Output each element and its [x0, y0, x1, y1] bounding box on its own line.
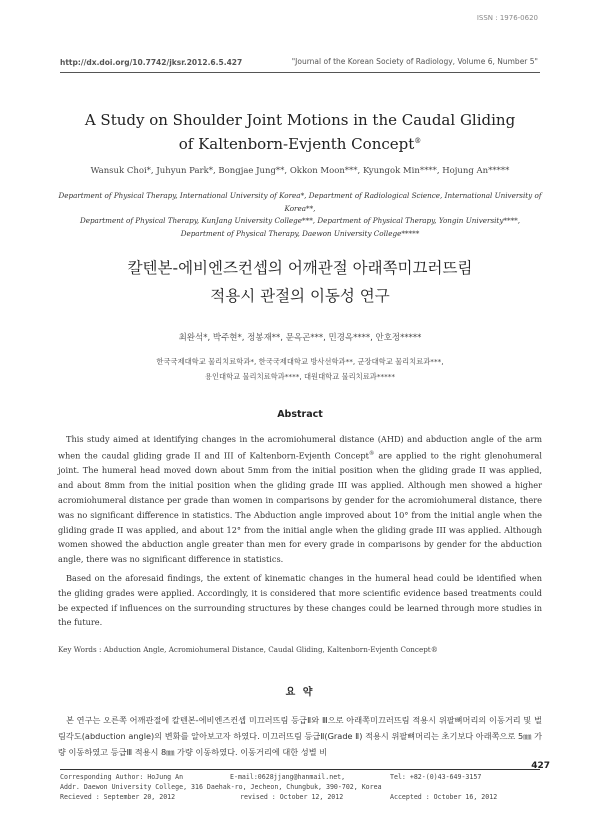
page-number: 427 [531, 761, 550, 771]
footer-divider [60, 769, 540, 770]
author-email[interactable]: E-mail:0628jjang@hanmail.net, [230, 773, 346, 781]
revised-date: revised : October 12, 2012 [240, 793, 344, 802]
journal-citation: "Journal of the Korean Society of Radiology, Volume 6, Number 5" [291, 57, 538, 66]
registered-mark: ® [414, 137, 422, 145]
header-divider [60, 72, 540, 73]
accepted-date: Accepted : October 16, 2012 [390, 793, 498, 802]
affiliation-line: Department of Physical Therapy, Daewon University College***** [180, 228, 420, 238]
abstract-paragraph-1: This study aimed at identifying changes in the acromiohumeral distance (AHD) and abduction angle of the arm when the caudal gliding grade II and III of Kaltenborn-Evjenth Concept® are applied to the right glenohumeral joint. The humeral head moved down about 5mm from the initial position when the gliding grade II was applied, and about 8mm from the initial position when the gliding grade III was applied. Although men showed a higher acromiohumeral distance per grade than women in comparisons by gender for the acromiohumeral distance, there was no significant difference in statistics. The Abduction angle improved about 10° from the initial angle when the gliding grade II was applied, and about 12° from the initial angle when the gliding grade III was applied. Although women showed the abduction angle greater than men for every grade in comparisons by gender for the abduction angle, there was no significant difference in statistics. [58, 434, 542, 565]
abstract-heading: Abstract [277, 409, 323, 420]
authors-ko: 최완석*, 박주현*, 정봉재**, 문옥곤***, 민경옥****, 안호정***** [178, 333, 422, 343]
title-line-1: A Study on Shoulder Joint Motions in the Caudal Gliding [84, 111, 516, 129]
author-address: Addr. Daewon University College, 316 Daehak-ro, Jecheon, Chungbuk, 390-702, Korea [60, 783, 382, 792]
affiliation-line: Department of Physical Therapy, International University of Korea*, Department of Radiological Science, International University of Korea**, [58, 191, 542, 213]
affiliations-en [52, 190, 548, 240]
korean-title-line-2: 적용시 관절의 이동성 연구 [210, 287, 390, 305]
doi-link[interactable]: http://dx.doi.org/10.7742/jksr.2012.6.5.427 [60, 58, 243, 67]
corresponding-author: Corresponding Author: HoJung An [60, 773, 184, 781]
footer-info [60, 772, 550, 803]
received-date: Recieved : September 20, 2012 [60, 793, 176, 802]
title-line-2: of Kaltenborn-Evjenth Concept® [178, 135, 422, 153]
korean-abstract-text: 본 연구는 오른쪽 어깨관절에 칼텐본-에비엔즈컨셉 미끄러뜨림 등급Ⅱ와 Ⅲ으로 아래쪽미끄러뜨림 적용시 위팔뼈머리의 이동거리 및 벌림각도(abduction angle)의 변화를 알아보고자 하였다. 미끄러뜨림 등급Ⅱ(Grade Ⅱ) 적용시 위팔뼈머리는 초기보다 아래쪽으로 5㎜ 가량 이동하였고 등급Ⅲ 적용시 8㎜ 가량 이동하였다. 이동거리에 대한 성별 비 [58, 715, 542, 758]
abstract-paragraph-2: Based on the aforesaid findings, the extent of kinematic changes in the humeral head could be identified when the gliding grades were applied. Accordingly, it is considered that more scientific evidence based treatments could be expected if influences on the surrounding structures by these changes could be learned through more studies in the future. [58, 573, 542, 628]
affiliation-line: Department of Physical Therapy, KunJang University College***, Department of Physical Therapy, Yongin University****, [79, 216, 521, 225]
issn: ISSN : 1976-0620 [476, 14, 538, 22]
keywords: Key Words : Abduction Angle, Acromiohumeral Distance, Caudal Gliding, Kaltenborn-Evjenth Concept® [58, 645, 438, 654]
author-phone: Tel: +82-(0)43-649-3157 [390, 773, 482, 781]
korean-affiliation-line: 한국국제대학교 물리치료학과*, 한국국제대학교 방사선학과**, 군장대학교 물리치료과***, [156, 357, 444, 366]
authors-en: Wansuk Choi*, Juhyun Park*, Bongjae Jung**, Okkon Moon***, Kyungok Min****, Hojung An***** [90, 166, 510, 176]
paper-title-korean [0, 254, 600, 310]
affiliations-ko [0, 355, 600, 384]
paper-title [0, 110, 600, 155]
korean-abstract-heading: 요 약 [285, 687, 315, 698]
korean-title-line-1: 칼텐본-에비엔즈컨셉의 어깨관절 아래쪽미끄러뜨림 [127, 259, 473, 277]
korean-affiliation-line: 용인대학교 물리치료학과****, 대원대학교 물리치료과***** [204, 371, 396, 381]
